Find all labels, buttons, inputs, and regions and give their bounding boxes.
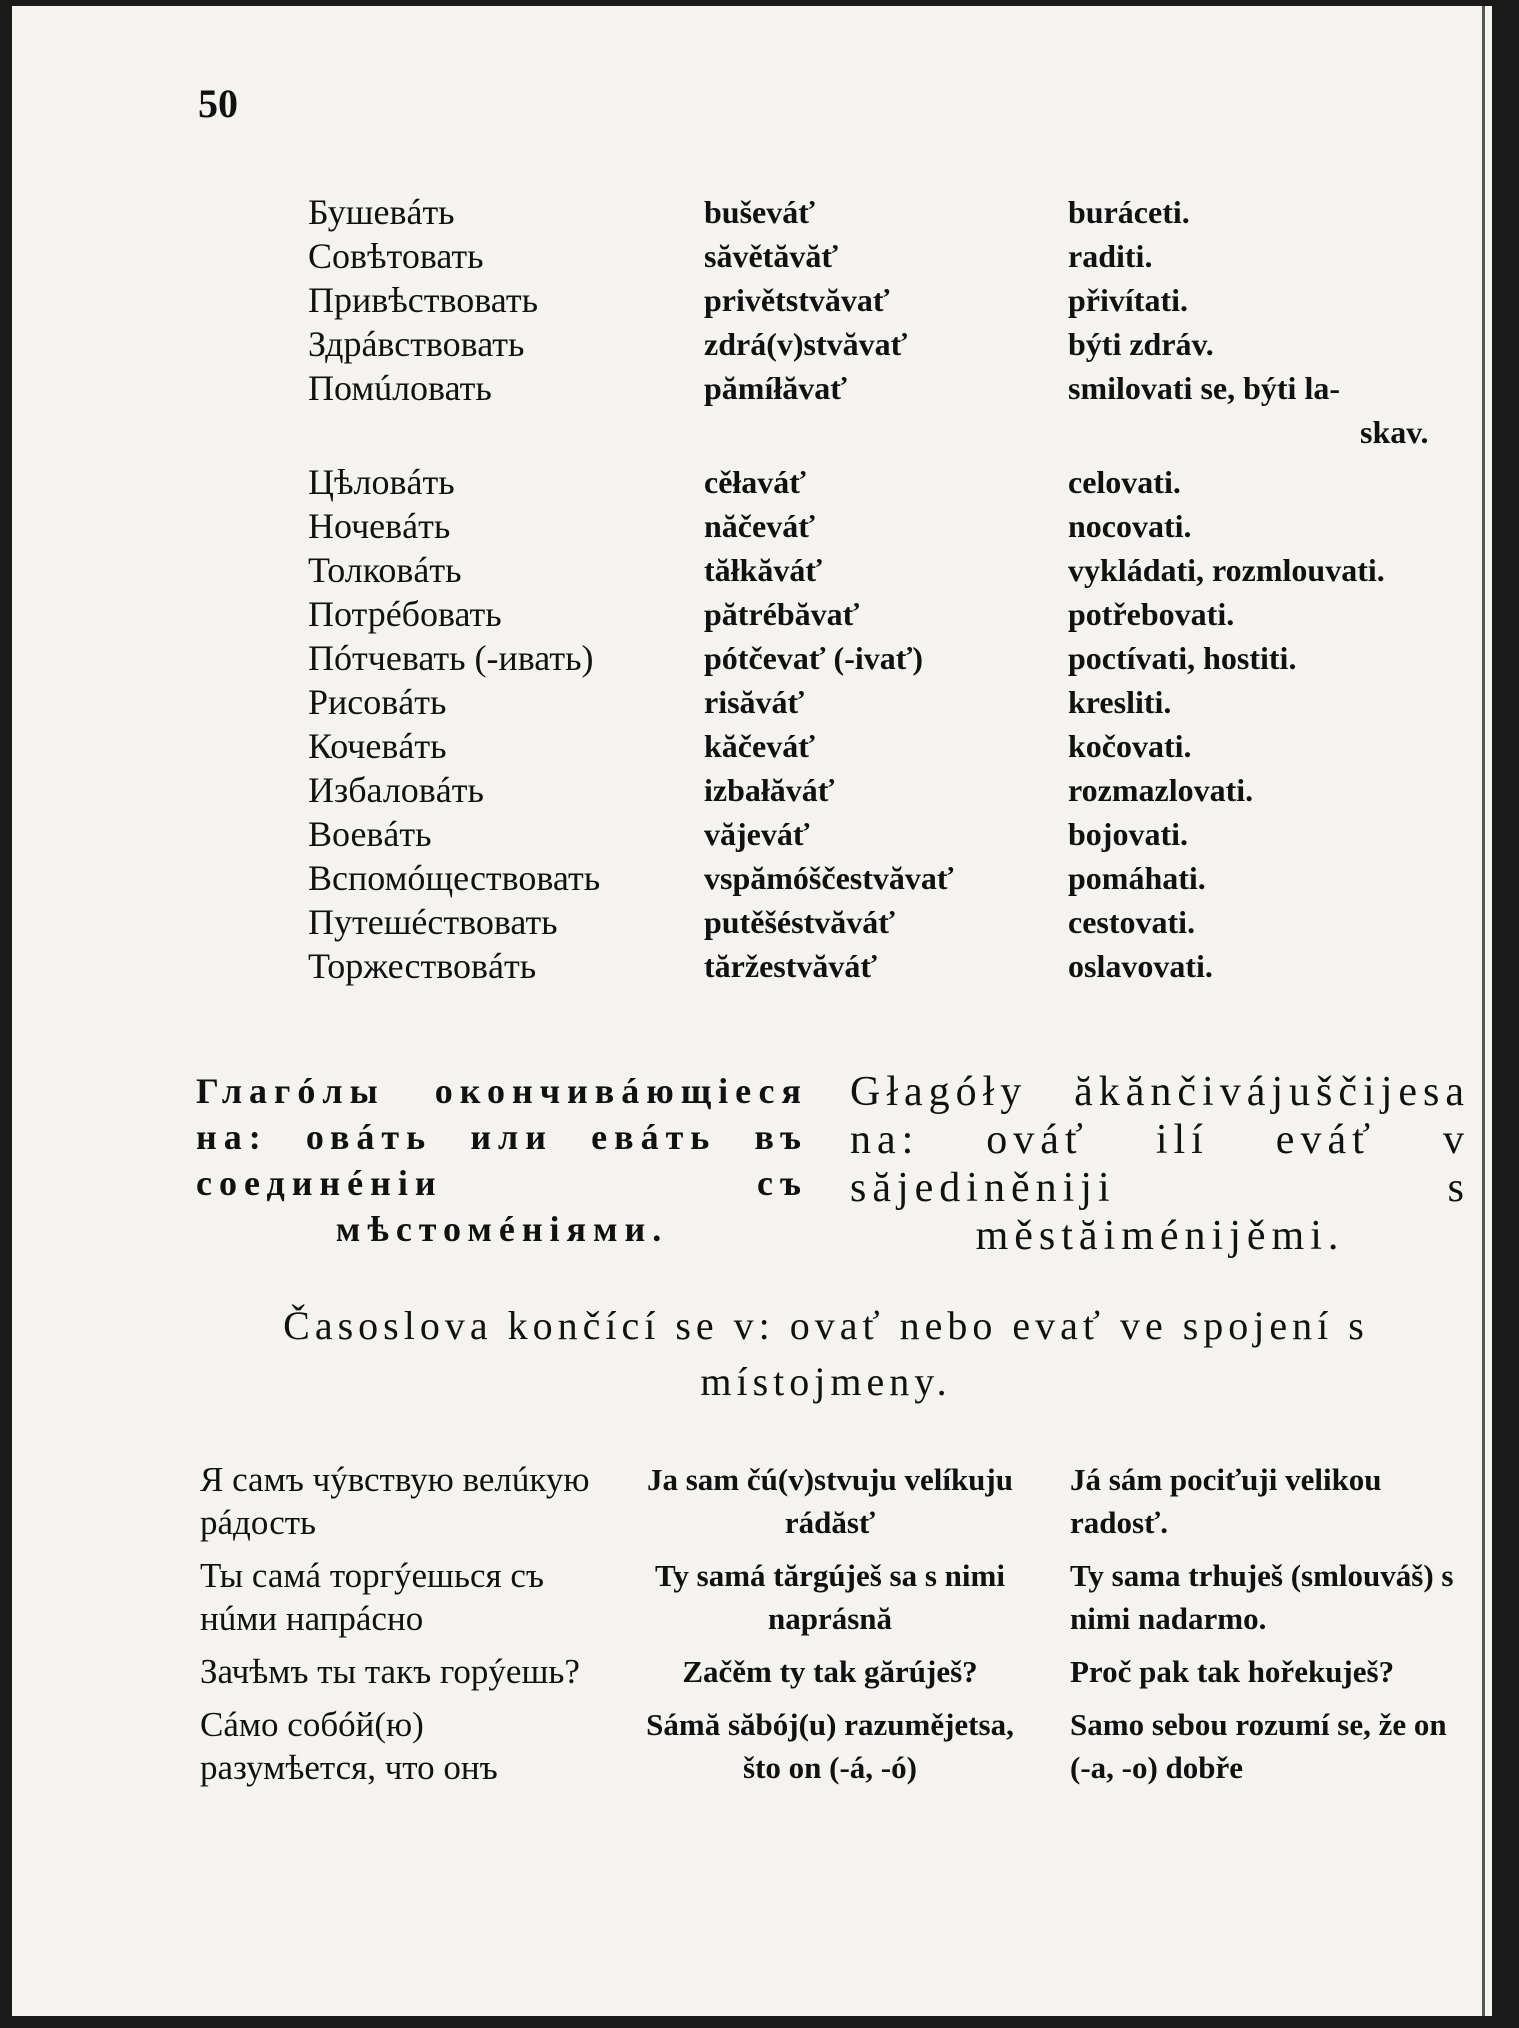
vocab-slavic: tăłkăváť — [704, 552, 823, 588]
vocab-slavic: privětstvăvať — [704, 282, 890, 318]
page-edge — [1482, 6, 1485, 2016]
vocab-czech: nocovati. — [1068, 508, 1192, 544]
vocab-russian: Потрéбовать — [308, 594, 502, 634]
vocab-continuation: skav. — [1360, 414, 1429, 450]
vocab-czech: cestovati. — [1068, 904, 1196, 940]
example-sentence: Samo sebou rozumí se, že on (-a, -o) dobře — [1070, 1707, 1447, 1785]
vocab-slavic: buševáť — [704, 194, 815, 230]
example-sentence: Proč pak tak hořekuješ? — [1070, 1654, 1395, 1689]
examples-slavic-column — [630, 1458, 1030, 1799]
section-heading-russian: Глагóлы окончивáющіеся на: овáть или евáть въ соединéніи съ мѣстомéніями. — [196, 1071, 808, 1249]
vocab-russian: Ночевáть — [308, 506, 451, 546]
vocab-russian: Толковáть — [308, 550, 462, 590]
example-sentence: Sámă săbój(u) razumějetsa, što on (-á, -ó) — [646, 1707, 1014, 1785]
vocab-slavic: pămíłăvať — [704, 370, 847, 406]
vocab-slavic: săvětăvăť — [704, 238, 838, 274]
vocab-russian: Совѣтовать — [308, 236, 484, 276]
vocab-russian: Пóтчевать (-ивать) — [308, 638, 594, 678]
vocab-slavic: pătrébăvať — [704, 596, 860, 632]
example-sentence: Я самъ чýвствую велúкую рáдость — [200, 1460, 590, 1542]
vocab-czech: býti zdráv. — [1068, 326, 1214, 362]
vocab-czech: potřebovati. — [1068, 596, 1235, 632]
vocab-slavic: putěšéstvăváť — [704, 904, 895, 940]
vocab-slavic: văjeváť — [704, 816, 810, 852]
vocab-russian: Торжествовáть — [308, 946, 537, 986]
vocab-slavic: risăváť — [704, 684, 805, 720]
example-sentence: Já sám pociťuji velikou radosť. — [1070, 1462, 1382, 1540]
vocab-russian: Кочевáть — [308, 726, 447, 766]
vocab-czech: raditi. — [1068, 238, 1153, 274]
vocab-russian: Привѣствовать — [308, 280, 538, 320]
page-number: 50 — [198, 81, 238, 126]
vocab-czech: buráceti. — [1068, 194, 1190, 230]
vocab-czech: pomáhati. — [1068, 860, 1206, 896]
vocab-czech: kočovati. — [1068, 728, 1192, 764]
vocab-russian: Воевáть — [308, 814, 432, 854]
vocab-czech: vykládati, rozmlouvati. — [1068, 552, 1385, 588]
vocab-slavic: izbałăváť — [704, 772, 835, 808]
vocab-slavic: vspămóščestvăvať — [704, 860, 954, 896]
vocab-slavic: năčeváť — [704, 508, 815, 544]
vocab-russian: Избаловáть — [308, 770, 484, 810]
example-sentence: Začěm ty tak gărúješ? — [682, 1654, 978, 1689]
vocab-russian: Бушевáть — [308, 192, 455, 232]
example-sentence: Ты самá торгýешься съ нúми напрáсно — [200, 1556, 544, 1638]
example-sentence: Ty sama trhuješ (smlouváš) s nimi nadarmo. — [1070, 1558, 1454, 1636]
example-sentence: Сáмо собóй(ю) разумѣется, что онъ — [200, 1705, 498, 1787]
vocab-czech: kresliti. — [1068, 684, 1172, 720]
vocab-czech: celovati. — [1068, 464, 1181, 500]
vocab-slavic: cěłaváť — [704, 464, 806, 500]
vocab-slavic: tăržestvăváť — [704, 948, 878, 984]
section-heading-czech: Časoslova končící se v: ovať nebo evať ve spojení s místojmeny. — [283, 1303, 1369, 1404]
section-heading-slavic: Głagóły ăkănčivájuščijesa na: ováť ilí eváť v săjediněniji s městăiméniјěmi. — [850, 1069, 1470, 1259]
examples-czech-column — [1070, 1458, 1454, 1799]
vocab-russian: Помúловать — [308, 368, 492, 408]
example-sentence: Ja sam čú(v)stvuju velíkuju rádăsť — [646, 1462, 1013, 1540]
example-sentence: Ty samá tărgúješ sa s nimi naprásnă — [655, 1558, 1005, 1636]
vocab-slavic: zdrá(v)stvăvať — [704, 326, 908, 362]
vocab-slavic: kăčeváť — [704, 728, 815, 764]
examples-russian-column — [200, 1458, 590, 1799]
vocab-czech: oslavovati. — [1068, 948, 1213, 984]
vocab-russian: Путешéствовать — [308, 902, 558, 942]
vocab-russian: Вспомóществовать — [308, 858, 601, 898]
vocab-russian: Цѣловáть — [308, 462, 455, 502]
vocab-czech: přivítati. — [1068, 282, 1188, 318]
example-sentence: Зачѣмъ ты такъ горýешь? — [200, 1652, 580, 1691]
vocab-slavic: pótčevať (-ivať) — [704, 640, 924, 676]
vocab-czech: bojovati. — [1068, 816, 1188, 852]
vocab-russian: Здрáвствовать — [308, 324, 525, 364]
vocab-czech: smilovati se, býti la- — [1068, 370, 1340, 406]
vocab-russian: Рисовáть — [308, 682, 447, 722]
vocab-czech: rozmazlovati. — [1068, 772, 1254, 808]
vocab-czech: poctívati, hostiti. — [1068, 640, 1297, 676]
